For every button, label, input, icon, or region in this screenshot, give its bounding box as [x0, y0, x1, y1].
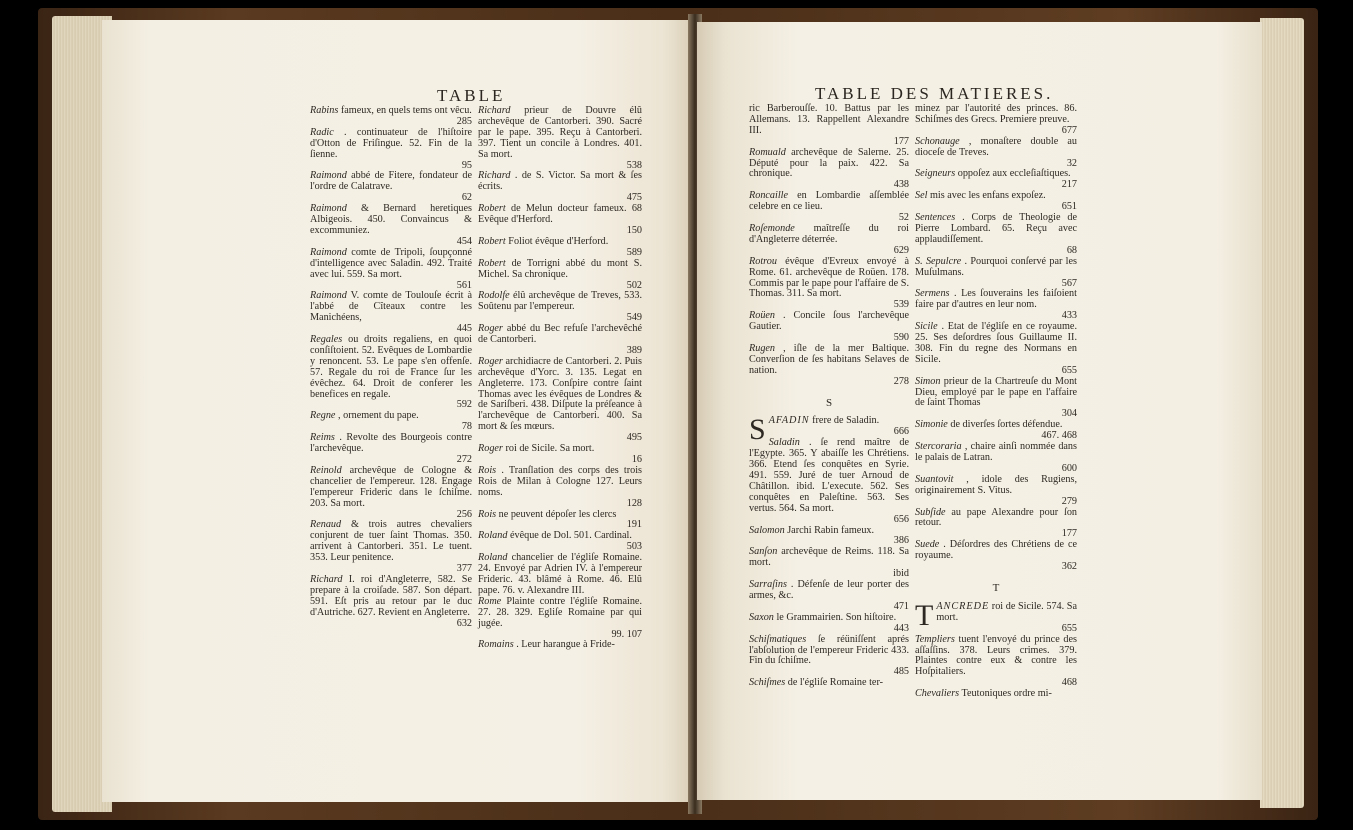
entry-headword: Romains	[478, 639, 514, 651]
entry-page-number: 272	[456, 454, 472, 465]
entry-text: de Melun docteur fameux. 68 Evêque d'Herford.	[478, 203, 643, 226]
entry-headword: Raimond	[310, 170, 347, 182]
left-running-head: TABLE	[437, 86, 506, 105]
index-entry	[478, 531, 642, 553]
entry-page-number: 467. 468	[1041, 430, 1077, 442]
index-entry	[915, 689, 1077, 700]
entry-text: I. roi d'Angleterre, 582. Se prepare à la croiſade. 587. Son départ. 591. Eſt pris au retour par le duc d'Autriche. 627. Revient en Angleterre.	[310, 573, 472, 618]
entry-headword: Roger	[478, 323, 503, 335]
entry-page-number: 438	[893, 179, 909, 191]
index-entry	[310, 171, 472, 204]
entry-page-number: 539	[893, 299, 909, 311]
entry-text: évêque de Dol. 501. Cardinal.	[509, 530, 632, 542]
entry-headword: Roger	[478, 443, 503, 455]
entry-headword: Robert	[478, 235, 506, 247]
index-entry	[310, 433, 472, 466]
index-entry	[915, 377, 1077, 421]
index-entry	[310, 575, 472, 630]
entry-text: archevêque de Reims. 118. Sa mort.	[749, 546, 910, 569]
entry-headword: Saladin	[768, 437, 800, 449]
entry-page-number: 304	[1061, 408, 1077, 420]
entry-page-number: 177	[1061, 528, 1077, 540]
index-entry	[915, 508, 1077, 541]
entry-text: chancelier de l'égliſe Romaine. 24. Envoyé par Adrien IV. à l'empereur Frideric. 43. blâmé à Rome. 46. Elû pape. 76. v. Alexandre III.	[478, 552, 643, 596]
entry-text: Plainte contre l'égliſe Romaine. 27. 28. 329. Egliſe Romaine par qui jugée.	[478, 595, 642, 629]
entry-headword: AFADIN	[768, 415, 810, 427]
index-entry	[478, 357, 642, 444]
index-entry	[915, 169, 1077, 191]
letter-heading-t: T	[992, 581, 1000, 594]
entry-page-number: 656	[893, 513, 909, 525]
entry-text: abbé de Fitere, fondateur de l'ordre de Calatrave.	[310, 170, 472, 193]
index-entry	[310, 106, 472, 128]
index-entry	[310, 248, 472, 292]
right-column-2-t-entries	[915, 635, 1077, 700]
entry-headword: ANCREDE	[936, 600, 990, 612]
entry-page-number: 503	[626, 541, 642, 553]
index-entry	[915, 289, 1077, 322]
entry-page-number: 217	[1061, 179, 1077, 191]
entry-page-number: 485	[893, 666, 909, 678]
entry-headword: Raimond	[310, 246, 347, 258]
index-entry	[478, 291, 642, 324]
entry-text: & trois autres chevaliers conjurent de tuer ſaint Thomas. 350. arrivent à Cantorberi. 351. Le tuent. 353. Leur penitence.	[310, 519, 473, 564]
entry-headword: Suede	[915, 539, 940, 551]
index-entry	[749, 613, 909, 635]
entry-page-number: 128	[626, 497, 642, 509]
entry-page-number: 16	[631, 454, 642, 465]
index-entry	[915, 257, 1077, 290]
entry-text: ou droits regaliens, en quoi conſiſtoient. 52. Evêques de Lombardie y renoncent. 53. Le pape s'en offenſe. 57. Regale du roi de France ſur les évêchez. 64. Droit de conferer les benefices en regale.	[310, 334, 473, 400]
index-entry	[478, 204, 642, 237]
index-entry	[478, 171, 642, 204]
entry-text: fameux, en quels tems ont vêcu.	[340, 105, 472, 116]
letter-heading-s: S	[825, 396, 833, 409]
entry-text: . Les ſouverains les faiſoient faire par d'autres en leur nom.	[915, 288, 1077, 311]
entry-headword: Raimond	[310, 290, 347, 302]
entry-page-number: 629	[893, 244, 909, 256]
entry-text: roi de Sicile. 574. Sa mort.	[936, 600, 1077, 623]
entry-page-number: 677	[1061, 124, 1077, 136]
entry-text: roi de Sicile. Sa mort.	[505, 443, 595, 455]
entry-headword: Robert	[478, 257, 506, 269]
entry-text: archidiacre de Cantorberi. 2. Puis archevêque d'Yorc. 3. 135. Legat en Angleterre. 173. Conſpire contre ſaint Thomas avec les évêques de Londres & de Sariſberi. 438. Diſpute la préſeance à l'archevêque de Cantorberi. 400. Sa mort & ſes mœurs.	[478, 355, 643, 433]
entry-text: . Tranſlation des corps des trois Rois de Milan à Cologne 127. Leurs noms.	[478, 464, 643, 498]
entry-page-number: 592	[456, 399, 472, 411]
entry-headword: Saxon	[749, 611, 774, 623]
entry-text: au pape Alexandre pour ſon retour.	[915, 506, 1078, 529]
entry-page-number: 655	[1061, 622, 1077, 634]
index-entry	[749, 104, 909, 148]
entry-headword: Roncaille	[749, 190, 789, 202]
entry-page-number: 475	[626, 192, 642, 204]
entry-text: comte de Tripoli, ſoupçonné d'intelligence avec Saladin. 492. Traité avec lui. 559. Sa mort.	[310, 246, 473, 280]
entry-headword: Simon	[915, 375, 941, 387]
entry-page-number: 567	[1061, 277, 1077, 289]
entry-headword: Rome	[478, 595, 502, 607]
entry-headword: Reinold	[310, 464, 342, 476]
entry-page-number: 433	[1061, 310, 1077, 322]
index-entry	[749, 148, 909, 192]
index-entry	[310, 335, 472, 411]
index-entry	[749, 224, 909, 257]
entry-text: de Torrigni abbé du mont S. Michel. Sa chronique.	[478, 257, 642, 280]
entry-page-number: 278	[893, 375, 909, 387]
entry-page-number: 377	[456, 563, 472, 575]
entry-headword: Roland	[478, 552, 508, 564]
left-page	[102, 20, 694, 802]
index-entry	[478, 106, 642, 171]
entry-page-number: 666	[893, 426, 909, 438]
entry-page-number: 632	[456, 617, 472, 629]
entry-text: abbé du Bec refuſe l'archevêché de Cantorberi.	[478, 323, 642, 346]
entry-headword: Suantovit	[915, 473, 954, 485]
entry-headword: Sicile	[915, 321, 938, 333]
entry-text: V. comte de Toulouſe écrit à l'abbé de Cîteaux contre les Manichéens,	[310, 290, 472, 324]
entry-page-number: 655	[1061, 364, 1077, 376]
entry-text: & Bernard heretiques Albigeois. 450. Convaincus & excommuniez.	[310, 203, 472, 236]
entry-page-number: 445	[456, 323, 472, 335]
entry-page-number: 651	[1061, 201, 1077, 213]
entry-text: . Revolte des Bourgeois contre l'archevêque.	[310, 432, 473, 455]
entry-headword: Simonie	[915, 419, 948, 431]
index-entry	[749, 257, 909, 312]
index-entry	[478, 510, 642, 532]
index-entry	[915, 213, 1077, 257]
index-entry	[310, 466, 472, 521]
entry-headword: Reims	[310, 432, 335, 444]
right-column-1-r-entries	[749, 104, 909, 388]
entry-page-number: 502	[626, 279, 642, 291]
entry-text: ne peuvent dépoſer les clercs	[498, 508, 617, 520]
drop-cap-t: T	[915, 598, 934, 632]
entry-page-number: 99. 107	[611, 628, 642, 640]
entry-page-number: 538	[626, 159, 642, 171]
entry-text: Jarchi Rabin fameux.	[787, 524, 875, 536]
entry-headword: Richard	[478, 170, 511, 182]
entry-headword: Sentences	[915, 212, 956, 224]
index-entry	[478, 259, 642, 292]
entry-headword: Regne	[310, 410, 336, 422]
index-entry	[915, 442, 1077, 475]
entry-text: ſe réüniſſent aprés l'abſolution de l'empereur Frideric 433. Fin du ſchiſme.	[749, 633, 909, 667]
entry-text: tuent l'envoyé du prince des aſſaſſins. 378. Leurs crimes. 379. Plaintes contre eux & contre les Hoſpitaliers.	[915, 633, 1077, 678]
entry-headword: Rugen	[749, 342, 776, 354]
entry-text: prieur de la Chartreuſe du Mont Dieu, employé par le pape en l'affaire de ſaint Thomas	[915, 375, 1077, 409]
entry-headword: Richard	[478, 105, 511, 116]
entry-text: . Pourquoi conſervé par les Muſulmans.	[915, 255, 1077, 278]
entry-headword: Sermens	[915, 288, 950, 300]
right-column-1	[749, 103, 910, 689]
entry-page-number: 279	[1061, 495, 1077, 507]
entry-headword: Radic	[310, 126, 334, 138]
entry-page-number: 256	[456, 508, 472, 520]
entry-page-number: 468	[1061, 677, 1077, 689]
index-entry	[478, 237, 642, 259]
right-column-2-s-entries	[915, 104, 1077, 573]
index-entry	[478, 324, 642, 357]
entry-headword: Schiſmatiques	[749, 633, 807, 645]
entry-headword: Seigneurs	[915, 168, 956, 180]
entry-text: . Corps de Theologie de Pierre Lombard. 65. Reçu avec applaudiſſement.	[915, 212, 1077, 245]
index-entry	[749, 547, 909, 580]
index-entry	[915, 635, 1077, 690]
entry-text: . ſe rend maître de l'Egypte. 365. Y abaiſſe les Chrétiens. 366. Etend ſes conquêtes en Syrie. 491. 559. Juré de tuer Arnoud de Châtillon. ibid. L'execute. 562. Ses conquêtes en Paleſtine. 563. Ses vertus. 564. Sa mort.	[749, 437, 909, 514]
entry-headword: Raimond	[310, 203, 347, 215]
entry-page-number: 177	[893, 135, 909, 147]
index-entry	[310, 411, 472, 433]
index-entry	[749, 526, 909, 548]
entry-text: oppoſez aux eccleſiaſtiques.	[957, 168, 1071, 180]
entry-text: minez par l'autorité des princes. 86. Schiſmes des Grecs. Premiere preuve.	[915, 103, 1077, 125]
entry-text: . Concile ſous l'archevêque Gautier.	[749, 310, 910, 333]
index-entry	[749, 678, 909, 689]
index-entry-tancrede	[915, 598, 1077, 635]
entry-text: prieur de Douvre élû archevêque de Cantorberi. 390. Sacré par le pape. 395. Reçu à Cantorberi. 397. Tient un concile à Londres. 401. Sa mort.	[478, 105, 642, 160]
index-entry	[478, 640, 642, 651]
index-entry	[749, 191, 909, 224]
entry-headword: Sarraſins	[749, 579, 787, 591]
entry-page-number: 389	[626, 344, 642, 356]
entry-page-number: 150	[626, 224, 642, 236]
entry-headword: Chevaliers	[915, 688, 960, 700]
entry-text: ric Barberouſſe. 10. Battus par les Allemans. 13. Rappellent Alexandre III.	[749, 103, 909, 136]
entry-text: , idole des Rugiens, originairement S. Vitus.	[915, 473, 1078, 496]
entry-text: , iſle de la mer Baltique. Converſion de ſes habitans Selaves de nation.	[749, 342, 909, 376]
entry-headword: Rois	[478, 508, 497, 520]
index-entry-safadin	[749, 413, 909, 447]
entry-text: élû archevêque de Treves, 533. Soûtenu par l'empereur.	[478, 290, 642, 313]
entry-page-number: 285	[456, 115, 472, 127]
entry-page-number: 549	[626, 312, 642, 324]
index-entry	[915, 322, 1077, 377]
entry-headword: Templiers	[915, 633, 955, 645]
right-column-1-s-entries	[749, 438, 909, 689]
entry-headword: Roger	[478, 355, 503, 367]
entry-text: . continuateur de l'hiſtoire d'Otton de Friſingue. 52. Fin de la ſienne.	[310, 126, 472, 160]
entry-headword: Salomon	[749, 524, 785, 536]
entry-page-number: 32	[1066, 157, 1077, 169]
index-entry	[915, 137, 1077, 170]
entry-page-number: 600	[1061, 462, 1077, 474]
index-entry	[478, 553, 642, 597]
entry-text: archevêque de Cologne & chancelier de l'empereur. 128. Engage l'empereur Frideric dans le ſchiſme. 203. Sa mort.	[310, 464, 472, 509]
entry-text: , ornement du pape.	[338, 410, 419, 422]
entry-page-number: 443	[893, 622, 909, 634]
index-entry	[310, 128, 472, 172]
entry-page-number: 52	[898, 212, 909, 224]
entry-text: de l'égliſe Romaine ter-	[787, 677, 884, 689]
entry-headword: Sanſon	[749, 546, 778, 558]
index-entry	[915, 420, 1077, 442]
entry-page-number: 454	[456, 235, 472, 247]
entry-headword: Roüen	[749, 310, 776, 322]
index-entry	[478, 444, 642, 466]
entry-text: en Lombardie aſſemblée celebre en ce lieu.	[749, 190, 909, 213]
entry-text: . Défenſe de leur porter des armes, &c.	[749, 579, 909, 601]
entry-page-number: 362	[1061, 561, 1077, 573]
entry-headword: Rabins	[310, 105, 339, 116]
entry-headword: Stercoraria	[915, 441, 962, 453]
entry-headword: Romuald	[749, 146, 786, 158]
entry-page-number: 495	[626, 432, 642, 444]
entry-text: de diverſes ſortes défendue.	[950, 419, 1063, 431]
entry-page-number: 561	[456, 279, 472, 291]
entry-page-number: 386	[893, 535, 909, 547]
index-entry	[749, 580, 909, 613]
index-entry	[478, 466, 642, 510]
entry-headword: Schonauge	[915, 135, 960, 147]
index-entry	[749, 344, 909, 388]
entry-headword: S. Sepulcre	[915, 255, 962, 267]
entry-headword: Richard	[310, 573, 343, 585]
entry-headword: Sel	[915, 190, 928, 202]
entry-text: archevêque de Salerne. 25. Député pour la paix. 422. Sa chronique.	[749, 146, 909, 180]
right-running-head: TABLE DES MATIERES.	[815, 84, 1054, 103]
entry-page-number: 68	[1066, 244, 1077, 256]
index-entry	[310, 291, 472, 335]
entry-text: le Grammairien. Son hiſtoire.	[776, 611, 897, 623]
entry-page-number: 78	[461, 421, 472, 433]
entry-headword: Subſide	[915, 506, 946, 518]
entry-text: Teutoniques ordre mi-	[961, 688, 1052, 700]
index-entry	[310, 520, 472, 575]
entry-headword: Roland	[478, 530, 508, 542]
entry-headword: Rois	[478, 464, 497, 476]
left-column-1	[310, 106, 472, 678]
entry-page-number: 191	[626, 519, 642, 531]
right-column-2	[915, 103, 1078, 700]
entry-page-number: ibid	[893, 568, 909, 580]
entry-headword: Roſemonde	[749, 222, 795, 234]
entry-text: évêque d'Evreux envoyé à Rome. 61. archevêque de Roüen. 178. Commis par le pape pour l'affaire de S. Thomas. 311. Sa mort.	[749, 255, 909, 300]
entry-headword: Regales	[310, 334, 343, 346]
entry-text: . Leur harangue à Fride-	[516, 639, 615, 651]
entry-headword: Rodolfe	[478, 290, 510, 302]
index-entry	[310, 204, 472, 248]
index-entry	[915, 104, 1077, 137]
entry-headword: Schiſmes	[749, 677, 786, 689]
entry-text: . Déſordres des Chrétiens de ce royaume.	[915, 539, 1078, 562]
page-edges-right	[1260, 18, 1304, 808]
index-entry	[915, 191, 1077, 213]
index-entry	[478, 597, 642, 641]
entry-page-number: 589	[626, 246, 642, 258]
entry-headword: Robert	[478, 203, 506, 215]
entry-text: maîtreſſe du roi d'Angleterre déterrée.	[749, 222, 909, 245]
entry-text: , monaſtere double au dioceſe de Treves.	[915, 135, 1077, 158]
drop-cap-s: S	[749, 413, 766, 447]
entry-text: . Etat de l'égliſe en ce royaume. 25. Ses deſordres ſous Guillaume II. 308. Fin du regne des Normans en Sicile.	[915, 321, 1077, 365]
entry-page-number: 590	[893, 332, 909, 344]
entry-text: Foliot évêque d'Herford.	[508, 235, 609, 247]
index-entry	[749, 311, 909, 344]
entry-page-number: 95	[461, 159, 472, 171]
entry-page-number: 471	[893, 600, 909, 612]
entry-headword: Renaud	[310, 519, 342, 531]
index-entry	[915, 475, 1077, 508]
entry-text: mis avec les enfans expoſez.	[930, 190, 1046, 202]
index-entry	[749, 635, 909, 679]
entry-text: , chaire ainſi nommée dans le palais de Latran.	[915, 441, 1077, 463]
entry-headword: Rotrou	[749, 255, 777, 267]
entry-text: frere de Saladin.	[812, 415, 880, 427]
entry-text: . de S. Victor. Sa mort & ſes écrits.	[478, 170, 643, 193]
index-entry	[749, 438, 909, 525]
right-page	[697, 22, 1262, 800]
entry-page-number: 62	[461, 192, 472, 204]
index-entry	[915, 540, 1077, 573]
left-column-2	[478, 106, 642, 678]
